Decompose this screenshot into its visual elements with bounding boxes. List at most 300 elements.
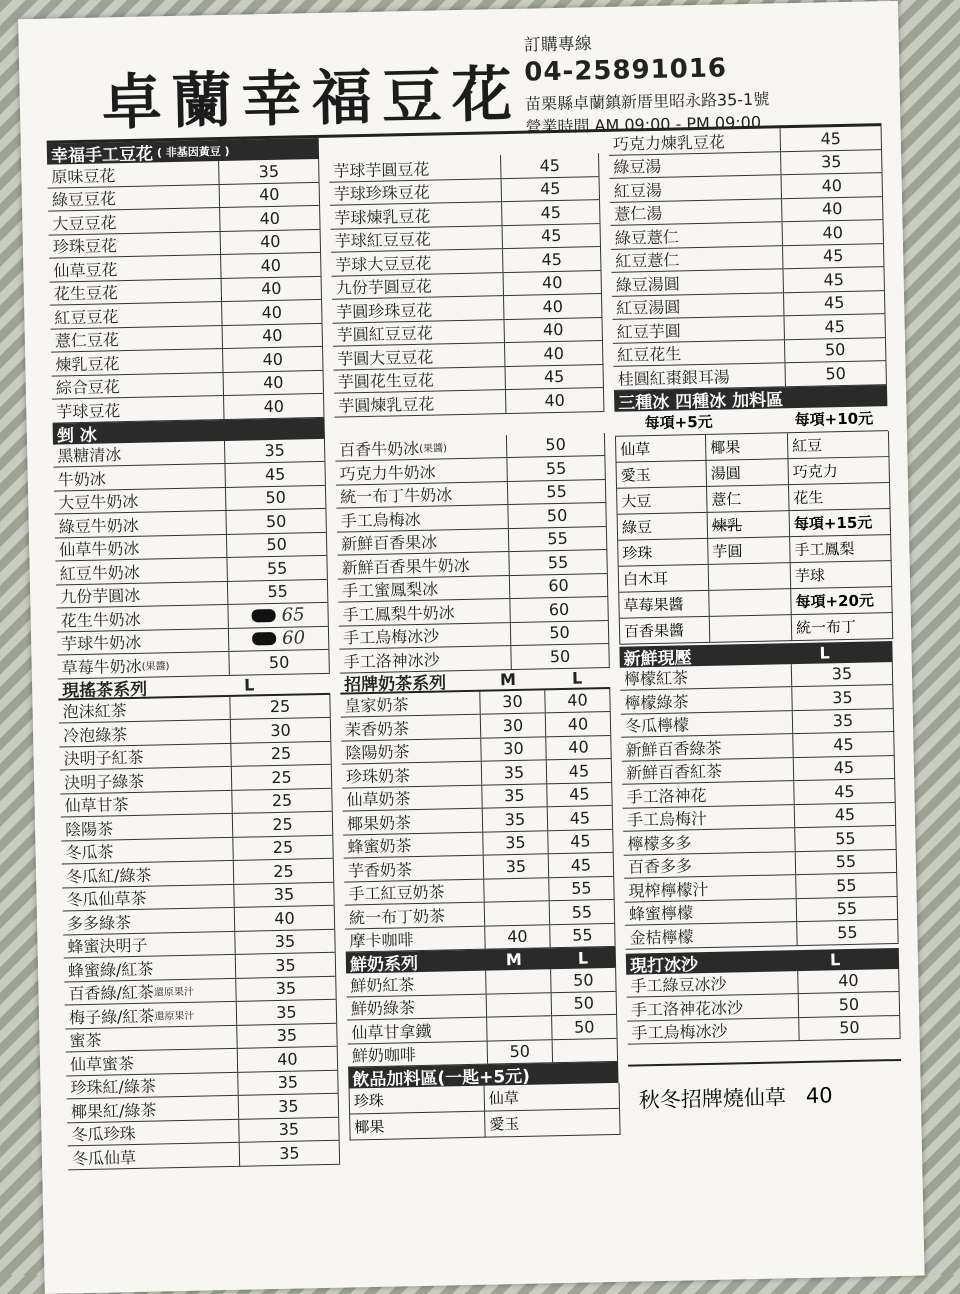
item-name	[53, 440, 225, 466]
item-name	[340, 691, 480, 716]
item-name-text: 手工紅豆奶茶	[348, 882, 445, 904]
item-name	[343, 809, 483, 834]
item-price-text: 35	[264, 440, 286, 461]
item-price	[793, 709, 894, 734]
item-name-text: 泡沫紅茶	[62, 701, 127, 722]
item-price-text: 55	[572, 925, 593, 946]
item-price	[233, 812, 333, 837]
item-name	[330, 179, 502, 205]
item-price	[509, 550, 607, 575]
item-price	[795, 826, 896, 851]
item-name	[66, 1072, 238, 1098]
item-name	[50, 302, 222, 328]
item-price	[794, 756, 895, 781]
item-name	[345, 926, 485, 951]
handwritten-price: 60	[281, 627, 306, 650]
phone-number[interactable]: 04-25891016	[524, 53, 728, 88]
item-name-text: 巧克力牛奶冰	[339, 462, 436, 484]
item-price	[482, 760, 547, 784]
milk-tea-list	[340, 688, 615, 952]
drink-toppings-grid	[349, 1083, 620, 1141]
item-price-text: 55	[546, 482, 567, 502]
item-price-text: 55	[547, 552, 569, 572]
item-name-text: 紅豆花生	[617, 344, 682, 365]
item-price	[550, 923, 615, 947]
item-name	[347, 1018, 487, 1043]
topping-item: 珍珠	[618, 538, 709, 566]
item-name	[621, 734, 793, 760]
item-name-text: 現榨檸檬汁	[628, 879, 709, 901]
drink-topping-item: 珍珠	[350, 1086, 486, 1115]
item-price-text: 40	[260, 279, 282, 299]
address: 苗栗縣卓蘭鎮新厝里昭永路35-1號	[524, 89, 770, 114]
item-name	[332, 296, 504, 322]
item-price	[546, 735, 611, 759]
topping-item: 芋圓	[708, 537, 791, 565]
item-price	[481, 713, 546, 737]
item-price-text: 50	[824, 340, 846, 360]
item-price-text: 40	[259, 208, 281, 228]
scribble-mark	[252, 609, 276, 622]
item-name	[609, 152, 781, 178]
item-price-text: 60	[548, 599, 570, 619]
fresh-milk-size-m: M	[505, 949, 523, 970]
item-price-text: 40	[259, 232, 281, 252]
item-name-text: 黑糖清冰	[57, 445, 122, 466]
item-name-text: 鮮奶綠茶	[350, 998, 416, 1019]
item-name	[62, 861, 234, 887]
item-name-text: 紅豆牛奶冰	[59, 562, 140, 584]
item-price	[798, 968, 899, 993]
item-price	[549, 853, 614, 877]
item-price	[784, 267, 885, 292]
item-name	[55, 534, 227, 560]
item-price	[228, 603, 328, 628]
milk-tea-title: 招牌奶茶系列	[343, 672, 447, 696]
menu-item-row	[625, 920, 898, 949]
item-price	[239, 1117, 339, 1142]
item-name-text: 珍珠紅/綠茶	[70, 1076, 157, 1098]
item-price	[481, 737, 546, 761]
shop-name: 卓蘭幸福豆花	[101, 59, 523, 139]
item-price	[225, 462, 325, 487]
item-name-text: 牛奶冰	[57, 469, 106, 490]
item-price-text: 45	[824, 316, 846, 337]
item-price-text: 35	[275, 955, 296, 975]
item-name-text: 芋球紅豆豆花	[334, 229, 432, 251]
item-price	[235, 929, 335, 954]
smoothie-size: L	[829, 949, 841, 969]
item-price-text: 55	[836, 899, 858, 919]
item-name-text: 冬瓜珍珠	[71, 1124, 136, 1145]
topping-item: 每項+20元	[791, 587, 893, 615]
item-name-text: 綜合豆花	[55, 377, 121, 398]
item-price-text: 30	[502, 692, 523, 712]
item-price-text: 35	[276, 1025, 298, 1046]
item-name	[612, 293, 784, 319]
item-price	[784, 314, 885, 339]
item-price-text: 45	[541, 249, 563, 270]
item-name-text: 手工烏梅汁	[626, 809, 708, 830]
item-price-text: 50	[572, 970, 594, 990]
item-name-text: 多多綠茶	[66, 912, 132, 934]
item-price-text: 25	[271, 767, 292, 787]
item-name-text: 冬瓜仙草	[71, 1147, 137, 1169]
milk-tea-size-l: L	[571, 668, 583, 688]
item-price	[549, 876, 614, 900]
item-name	[54, 511, 226, 537]
item-price	[487, 1016, 552, 1040]
item-price	[504, 294, 602, 319]
item-price-text: 50	[265, 511, 287, 531]
item-price-text: 45	[540, 202, 562, 223]
item-name-text: 薏仁豆花	[54, 330, 120, 351]
tea-title: 現搖茶系列	[61, 679, 148, 701]
item-price	[550, 900, 615, 924]
item-price	[483, 807, 548, 831]
item-price-text: 45	[540, 226, 562, 246]
shaved-ice-list-1	[53, 438, 330, 679]
menu-column-1	[47, 138, 340, 1170]
item-name-text: 紅豆豆花	[54, 306, 119, 328]
item-price	[511, 620, 609, 645]
item-price-text: 30	[503, 739, 524, 759]
douhua-title: 幸福手工豆花	[50, 144, 154, 167]
item-price	[236, 976, 336, 1001]
item-price	[794, 779, 895, 804]
item-name	[343, 832, 483, 857]
item-price	[232, 788, 332, 813]
item-name	[613, 340, 785, 366]
item-price	[480, 690, 545, 714]
item-name	[329, 155, 501, 181]
item-price-text: 45	[568, 761, 590, 781]
item-price	[796, 849, 897, 874]
item-price	[235, 906, 335, 931]
item-price	[225, 438, 325, 463]
item-name-text: 芋香奶茶	[347, 859, 413, 881]
item-name	[335, 435, 507, 461]
item-price	[547, 782, 612, 806]
item-price-text: 50	[573, 1017, 595, 1037]
item-price	[783, 244, 884, 269]
item-price	[483, 831, 548, 855]
item-price-text: 35	[258, 161, 280, 181]
item-name-text: 鮮奶咖啡	[351, 1045, 417, 1066]
item-name-text: 檸檬多多	[627, 833, 692, 854]
item-price	[501, 153, 599, 178]
item-name-text: 統一布丁牛奶冰	[339, 485, 453, 507]
item-name-text: 百香多多	[627, 856, 693, 877]
item-price-text: 25	[270, 743, 292, 764]
item-name	[48, 185, 220, 211]
item-name	[342, 762, 482, 787]
item-name	[60, 790, 232, 816]
item-price	[510, 573, 608, 598]
toppings-title: 三種冰 四種冰 加料區	[618, 389, 784, 414]
item-price	[782, 197, 883, 222]
item-price	[502, 200, 600, 225]
item-name	[334, 367, 506, 393]
item-name	[344, 856, 484, 881]
item-price	[234, 859, 334, 884]
item-name-text: 芋球豆花	[56, 400, 121, 422]
item-name-text: 紅豆湯圓	[616, 297, 681, 318]
item-price	[231, 741, 331, 766]
item-name	[64, 978, 236, 1004]
item-note: (果醬)	[419, 443, 448, 456]
item-price-text: 45	[820, 128, 842, 149]
item-price	[233, 835, 333, 860]
item-name	[61, 837, 233, 863]
item-price	[239, 1094, 339, 1119]
item-price-text: 50	[545, 435, 566, 455]
item-name	[331, 249, 503, 275]
item-name-text: 九份芋圓冰	[60, 586, 141, 607]
item-price-text: 35	[831, 664, 853, 684]
item-name	[611, 246, 783, 272]
item-name-text: 椰果奶茶	[346, 812, 412, 834]
item-note: (果醬)	[141, 660, 170, 673]
item-name-text: 大豆牛奶冰	[58, 492, 139, 513]
topping-item: 草莓果醬	[619, 590, 710, 618]
item-price-text: 40	[262, 372, 284, 393]
item-price-text: 50	[549, 623, 570, 643]
item-name-text: 梅子綠/紅茶	[68, 1006, 155, 1028]
item-name-text: 冬瓜檸檬	[624, 715, 690, 736]
item-name-text: 茉香奶茶	[344, 718, 410, 740]
item-name	[612, 269, 784, 295]
menu-column-3	[609, 126, 903, 1115]
douhua-list-2	[329, 153, 604, 417]
item-price	[548, 829, 613, 853]
item-price-text: 25	[271, 790, 293, 811]
item-price	[785, 338, 886, 363]
item-price-text: 40	[258, 185, 280, 205]
topping-item: 綠豆	[618, 512, 709, 540]
item-name-text: 手工烏梅冰沙	[342, 626, 440, 648]
item-price-text: 40	[568, 737, 589, 758]
item-price-text: 35	[504, 809, 526, 829]
item-price-text: 60	[548, 576, 569, 596]
item-name-text: 綠豆牛奶冰	[58, 515, 139, 537]
item-name	[65, 1025, 237, 1051]
item-price-text: 35	[832, 687, 853, 708]
item-name-text: 手工洛神花冰沙	[630, 998, 744, 1020]
item-price-text: 50	[549, 646, 571, 666]
topping-item	[709, 589, 792, 617]
signature-name: 秋冬招牌燒仙草	[638, 1085, 787, 1113]
item-name	[62, 884, 234, 910]
item-name-text: 手工烏梅冰沙	[631, 1021, 728, 1043]
douhua-note: ( 非基因黃豆 )	[156, 144, 230, 159]
shaved-ice-list-2	[335, 433, 610, 674]
item-name-text: 仙草牛奶冰	[59, 539, 140, 560]
item-price	[219, 159, 319, 184]
item-price	[224, 370, 324, 395]
item-name-text: 新鮮百香果冰	[340, 532, 438, 554]
item-name	[345, 903, 485, 928]
drink-toppings-title: 飲品加料區(一匙+5元)	[352, 1066, 531, 1091]
item-name	[622, 758, 794, 784]
item-price-text: 40	[541, 273, 563, 293]
signature-row	[628, 1059, 902, 1115]
topping-item: 湯圓	[706, 459, 789, 487]
item-price-text: 35	[279, 1143, 300, 1163]
item-price-text: 45	[834, 805, 856, 825]
item-name	[52, 372, 224, 398]
item-price-text: 40	[274, 908, 295, 928]
item-price	[222, 276, 322, 301]
item-price-text: 45	[823, 269, 845, 290]
item-name-text: 紅豆薏仁	[615, 250, 680, 272]
item-price-text: 40	[507, 926, 528, 947]
drink-topping-item: 椰果	[350, 1112, 486, 1141]
fresh-milk-title: 鮮奶系列	[349, 954, 419, 976]
item-name-text: 百香綠/紅茶	[68, 982, 155, 1004]
item-name	[337, 552, 509, 578]
topping-item: 仙草	[616, 434, 707, 462]
item-price	[797, 920, 898, 945]
item-price	[505, 341, 603, 366]
item-price-text: 40	[838, 971, 859, 991]
item-name-text: 煉乳豆花	[55, 353, 120, 375]
handwritten-price: 65	[281, 604, 305, 626]
item-price	[792, 685, 893, 710]
item-price	[507, 433, 605, 458]
item-price	[502, 177, 600, 202]
item-price-text: 40	[542, 296, 564, 317]
item-name-text: 手工洛神花	[626, 785, 707, 807]
item-name-text: 珍珠豆花	[52, 236, 118, 257]
item-name	[620, 687, 792, 713]
item-price	[792, 662, 893, 687]
topping-item: 愛玉	[617, 460, 708, 488]
item-name	[611, 222, 783, 248]
item-price	[221, 253, 321, 278]
item-price	[240, 1141, 340, 1166]
item-name	[333, 320, 505, 346]
toppings-plus10: 每項+10元	[794, 409, 874, 430]
item-price	[231, 718, 331, 743]
item-name-text: 新鮮百香紅茶	[625, 761, 723, 783]
item-price-text: 45	[570, 855, 592, 875]
item-name	[59, 720, 231, 746]
item-price-text: 25	[272, 814, 293, 834]
topping-item: 花生	[789, 483, 891, 511]
topping-item: 煉乳	[708, 511, 791, 539]
item-name	[53, 464, 225, 490]
item-price	[781, 126, 882, 151]
item-name-text: 陰陽奶茶	[345, 742, 410, 763]
item-name-text: 紅豆芋圓	[616, 321, 681, 342]
shop-info	[523, 26, 770, 138]
item-price	[782, 173, 883, 198]
item-price-text: 45	[569, 784, 590, 805]
item-price	[504, 318, 602, 343]
item-price-text: 45	[570, 831, 591, 852]
shaved-ice-title: 剉 冰	[56, 425, 97, 446]
item-price-text: 40	[567, 690, 588, 711]
item-price-text: 35	[505, 856, 527, 876]
item-price	[553, 1038, 618, 1062]
item-price-text: 35	[273, 884, 295, 905]
item-name-text: 手工鳳梨牛奶冰	[342, 602, 455, 625]
item-name-text: 芋球珍珠豆花	[333, 182, 431, 204]
item-price	[230, 694, 330, 719]
item-price-text: 50	[838, 994, 860, 1014]
item-name	[49, 255, 221, 281]
item-price-text: 30	[270, 720, 291, 740]
item-name-text: 綠豆豆花	[51, 189, 117, 210]
item-price	[799, 1015, 900, 1040]
item-name	[48, 208, 220, 234]
item-price-text: 35	[278, 1119, 300, 1140]
item-name-text: 芋球芋圓豆花	[333, 159, 430, 181]
drink-topping-item: 愛玉	[485, 1109, 621, 1138]
item-name	[59, 743, 231, 769]
item-price	[509, 526, 607, 551]
item-name-text: 冬瓜紅/綠茶	[65, 865, 152, 887]
item-price-text: 35	[276, 1002, 297, 1022]
fresh-juice-size: L	[819, 642, 830, 663]
item-price-text: 50	[265, 487, 287, 508]
item-name-text: 芋球大豆豆花	[335, 253, 432, 275]
item-price	[234, 882, 334, 907]
item-name-text: 仙草蜜茶	[69, 1053, 135, 1075]
item-name-text: 新鮮百香果牛奶冰	[341, 555, 470, 578]
item-price-text: 40	[260, 255, 282, 275]
douhua-list-3	[609, 126, 887, 390]
item-name-text: 巧克力煉乳豆花	[612, 132, 726, 154]
item-name-text: 皇家奶茶	[344, 695, 409, 716]
topping-item: 統一布丁	[792, 613, 894, 641]
item-price-text: 55	[266, 558, 288, 578]
item-price	[781, 150, 882, 175]
item-name	[347, 994, 487, 1019]
item-name-text: 蜂蜜奶茶	[347, 836, 412, 857]
item-price	[783, 220, 884, 245]
item-price-text: 45	[543, 367, 565, 387]
item-name	[63, 931, 235, 957]
item-price-text: 55	[835, 828, 856, 849]
item-price-text: 35	[505, 833, 526, 853]
item-price	[548, 806, 613, 830]
item-name-text: 仙草甘茶	[64, 795, 129, 816]
milk-tea-size-m: M	[499, 669, 517, 689]
item-note: 還原果汁	[154, 1010, 195, 1023]
item-name	[67, 1119, 239, 1145]
item-price	[504, 271, 602, 296]
item-price	[220, 182, 320, 207]
item-name	[625, 899, 797, 925]
item-name	[51, 349, 223, 375]
topping-item: 芋球	[791, 561, 893, 589]
item-price	[785, 361, 886, 386]
item-name-text: 手工蜜鳳梨冰	[341, 579, 439, 601]
item-note: 還原果汁	[153, 986, 195, 999]
item-name	[341, 738, 481, 763]
item-name	[331, 226, 503, 252]
item-price	[482, 784, 547, 808]
item-name	[56, 605, 228, 631]
item-name	[52, 396, 224, 422]
item-price	[552, 991, 617, 1015]
item-name	[336, 505, 508, 531]
tea-size-label: L	[243, 674, 255, 695]
item-name	[338, 576, 510, 602]
item-name	[623, 805, 795, 831]
